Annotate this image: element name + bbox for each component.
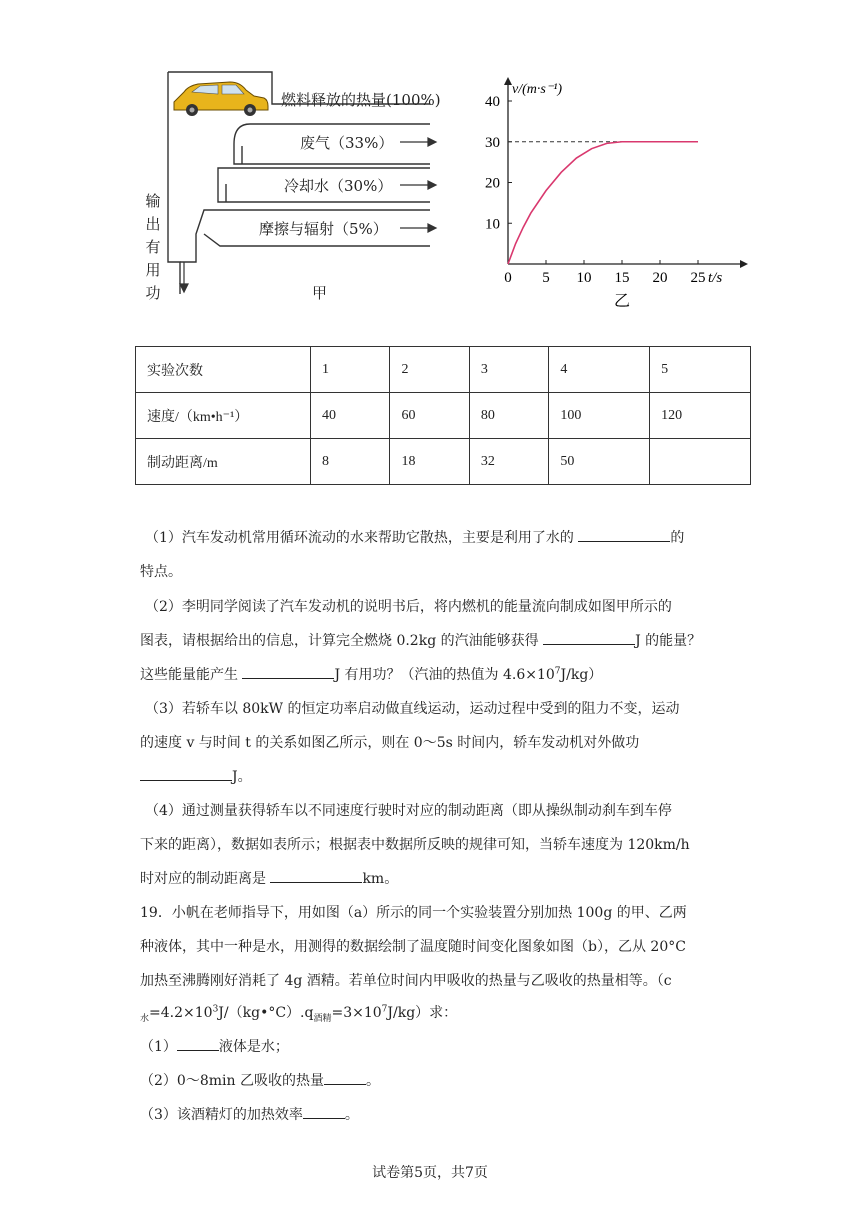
velocity-curve [508,142,698,264]
table-cell: 3 [469,347,548,393]
superscript: 7 [554,666,561,677]
table-cell: 制动距离/m [136,439,311,485]
table-cell: 实验次数 [136,347,311,393]
question-text: 的速度 v 与时间 t 的关系如图乙所示，则在 0～5s 时间内，轿车发动机对外做功 [140,735,640,751]
table-row [136,393,751,439]
question-text: J/kg） [560,667,603,683]
x-axis-arrow [740,260,748,268]
useful-work-char: 输 [145,192,161,210]
superscript: 7 [381,1004,388,1015]
table-cell: 80 [469,393,548,439]
answer-blank[interactable] [242,664,334,679]
question-line [140,936,686,956]
question-text: 特点。 [140,564,182,580]
table-row [136,347,751,393]
question-text: J/kg）求： [387,1005,458,1021]
question-text: 图表，请根据给出的信息，计算完全燃烧 0.2kg 的汽油能够获得 [140,633,539,649]
answer-blank[interactable] [270,868,362,883]
useful-work-label [144,190,162,305]
chart-svg [485,64,750,314]
table-cell: 8 [311,439,390,485]
question-text: 时对应的制动距离是 [140,871,266,887]
question-line [140,834,690,854]
table-cell: 50 [549,439,650,485]
answer-blank[interactable] [543,630,635,645]
question-line [140,1002,457,1024]
y-axis-label: v/(m·s⁻¹) [512,82,563,97]
figure-energy-flow [130,64,470,314]
question-line [140,1070,380,1090]
x-tick-label: 0 [504,270,512,286]
question-text: 加热至沸腾刚好消耗了 4g 酒精。若单位时间内甲吸收的热量与乙吸收的热量相等。（c [140,973,672,989]
question-text: 下来的距离），数据如表所示；根据表中数据所反映的规律可知，当轿车速度为 120km/h [140,837,690,853]
question-text: 19．小帆在老师指导下，用如图（a）所示的同一个实验装置分别加热 100g 的甲、乙两 [140,905,687,921]
question-text: 液体是水； [218,1039,289,1055]
question-text: 这些能量能产生 [140,667,238,683]
question-line [140,1036,289,1056]
question-line [140,630,701,650]
answer-blank[interactable] [303,1104,345,1119]
question-line [145,698,680,718]
subscript: 水 [140,1013,150,1024]
question-text: km。 [362,871,399,887]
x-tick-label: 20 [652,270,668,286]
useful-work-char: 出 [145,215,161,233]
question-line [140,868,398,888]
table-cell: 120 [650,393,751,439]
answer-blank[interactable] [324,1070,366,1085]
y-tick-label: 20 [485,175,500,192]
question-line [140,732,639,752]
question-text: 。 [344,1107,359,1123]
question-text: （1） [140,1039,177,1055]
question-text: 种液体，其中一种是水，用测得的数据绘制了温度随时间变化图象如图（b），乙从 20°C [140,939,686,955]
x-tick-label: 25 [690,270,706,286]
y-axis-arrow [504,77,512,85]
table-cell: 40 [311,393,390,439]
y-tick-label: 40 [485,94,500,110]
table-cell: 100 [549,393,650,439]
question-text: （3）该酒精灯的加热效率 [140,1107,303,1123]
question-line [140,1104,359,1124]
chart-caption: 乙 [613,291,631,310]
question-line [140,664,602,684]
useful-work-char: 有 [145,238,161,256]
table-row [136,439,751,485]
answer-blank[interactable] [578,527,670,542]
x-tick-label: 5 [542,270,550,286]
braking-distance-table [135,346,751,485]
table-cell: 4 [549,347,650,393]
table-cell: 5 [650,347,751,393]
page-footer: 试卷第5页，共7页 [372,1165,488,1181]
useful-work-char: 用 [145,261,161,279]
car-icon [174,82,268,116]
table-cell: 2 [390,347,469,393]
question-line [145,527,684,547]
question-line [145,596,672,616]
y-tick-label: 30 [485,134,500,151]
question-text: （2）李明同学阅读了汽车发动机的说明书后，将内燃机的能量流向制成如图甲所示的 [145,599,672,615]
answer-blank[interactable] [140,766,232,781]
table-cell: 60 [390,393,469,439]
figure-jia-caption: 甲 [312,284,328,302]
question-text: J 有用功？（汽油的热值为 4.6×10 [334,667,555,683]
question-text: （4）通过测量获得轿车以不同速度行驶时对应的制动距离（即从操纵制动刹车到车停 [145,803,672,819]
x-tick-label: 10 [576,270,592,286]
x-tick-label: 15 [614,270,630,286]
answer-blank[interactable] [177,1036,219,1051]
question-text: J/（kg•°C）.q [218,1005,314,1021]
question-line [140,902,687,922]
question-text: J。 [232,769,252,785]
table-cell: 18 [390,439,469,485]
table-cell [650,439,751,485]
question-line [140,970,672,990]
waste-gas-label: 废气（33%） [300,134,394,152]
fuel-heat-label: 燃料释放的热量(100%) [281,91,441,109]
question-text: 。 [365,1073,380,1089]
question-text: =4.2×10 [149,1005,213,1021]
question-text: 的 [670,530,685,546]
table-cell: 1 [311,347,390,393]
question-text: （1）汽车发动机常用循环流动的水来帮助它散热，主要是利用了水的 [145,530,574,546]
cooling-water-label: 冷却水（30%） [284,177,393,195]
question-text: （2）0～8min 乙吸收的热量 [140,1073,324,1089]
table-cell: 32 [469,439,548,485]
friction-label: 摩擦与辐射（5%） [259,220,388,238]
table-cell: 速度/（km•h⁻¹） [136,393,311,439]
question-line [140,561,182,581]
useful-work-char: 功 [145,284,161,302]
y-tick-label: 10 [485,216,500,233]
question-line [140,766,252,786]
subscript: 酒精 [313,1013,332,1024]
velocity-time-chart [485,64,750,314]
question-line [145,800,672,820]
x-axis-label: t/s [708,270,723,286]
question-text: =3×10 [331,1005,382,1021]
superscript: 3 [212,1004,219,1015]
question-text: J 的能量？ [635,633,702,649]
question-text: （3）若轿车以 80kW 的恒定功率启动做直线运动，运动过程中受到的阻力不变，运动 [145,701,680,717]
